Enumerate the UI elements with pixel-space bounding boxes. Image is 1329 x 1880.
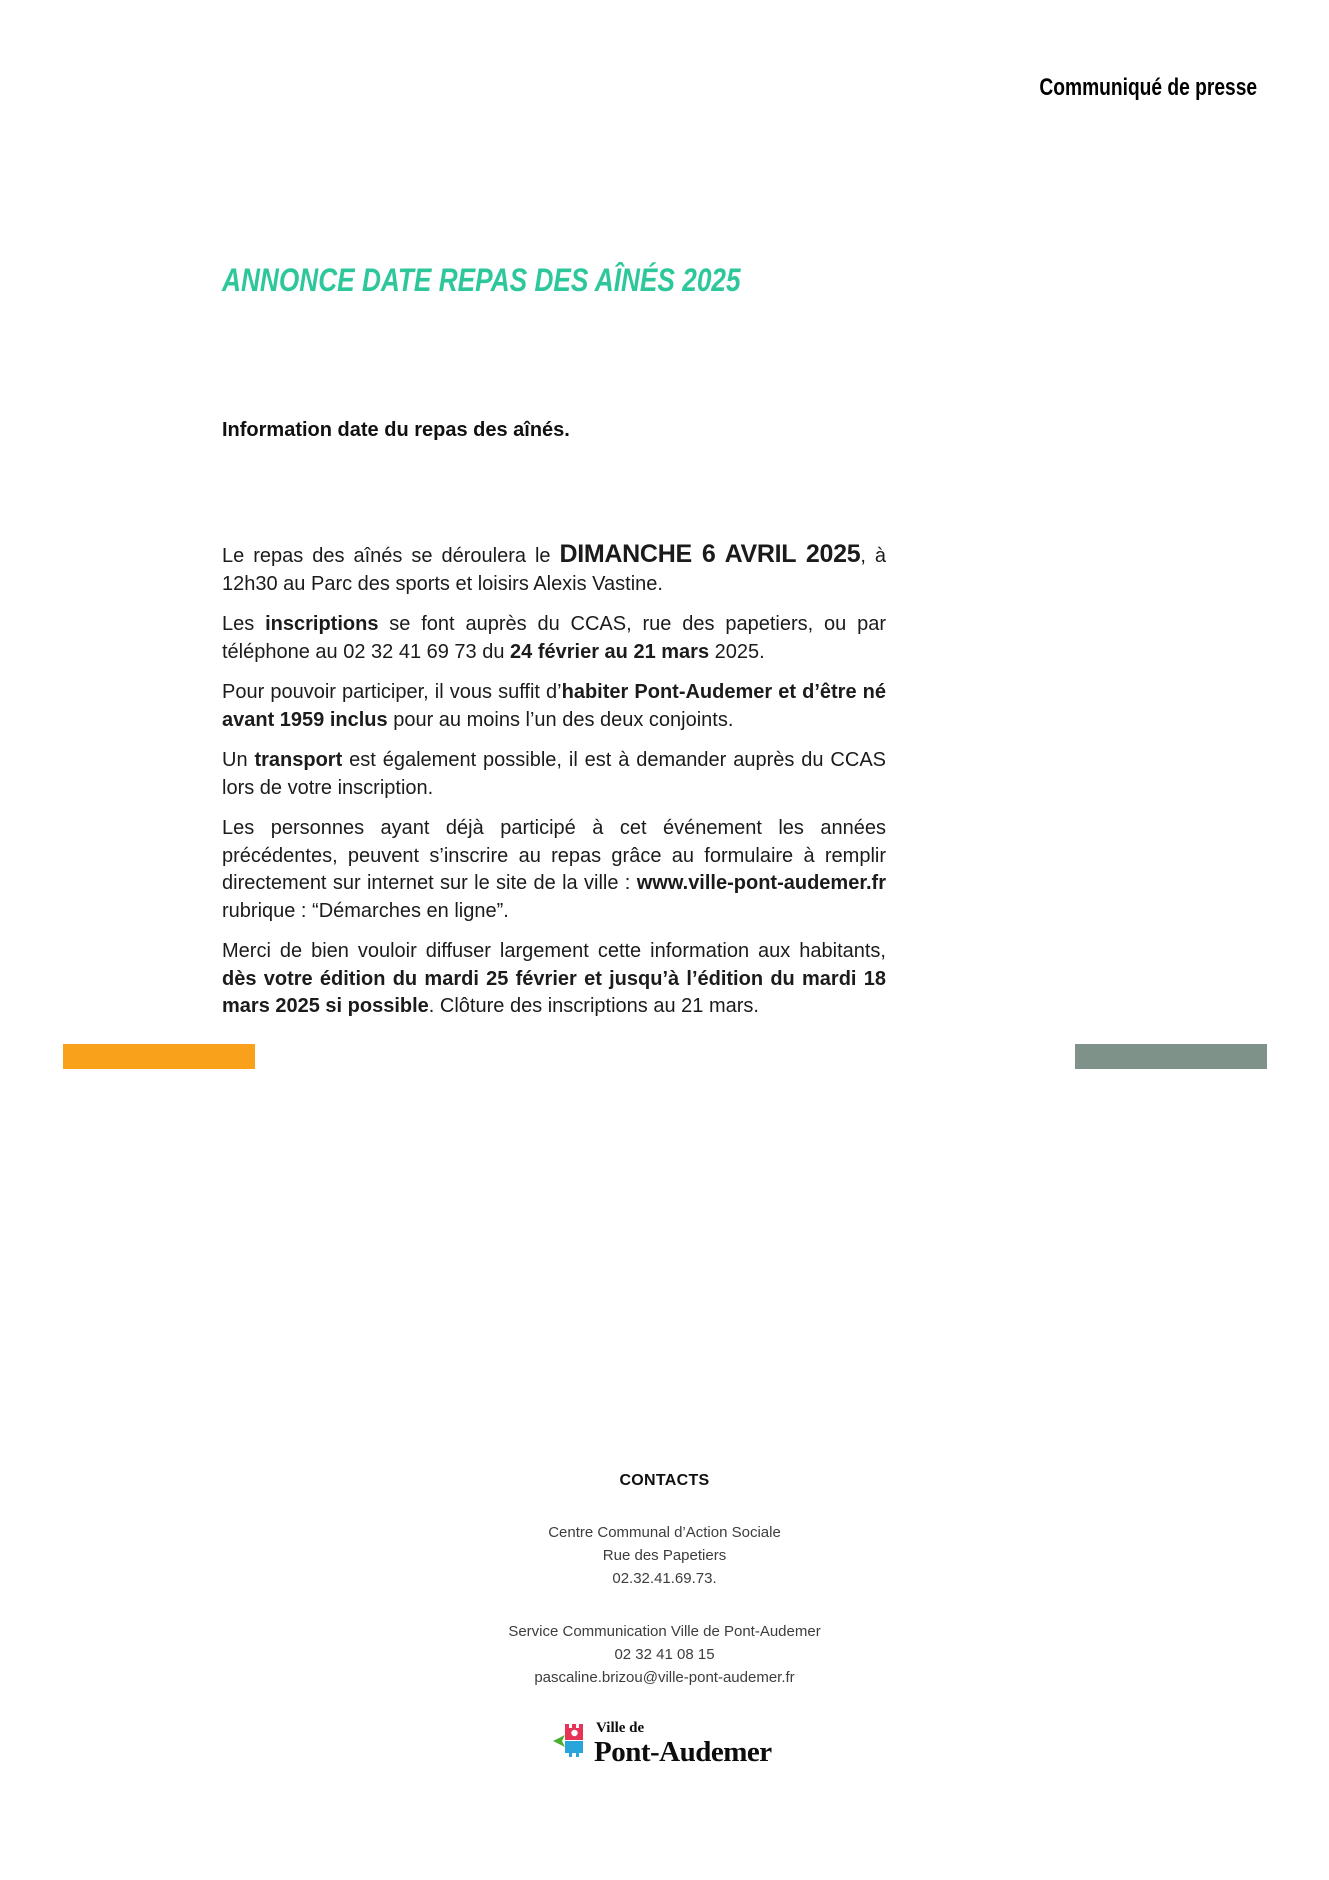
text-segment: . Clôture des inscriptions au 21 mars. [428,995,759,1017]
subtitle: Information date du repas des aînés. [222,419,570,441]
contact-line: 02 32 41 08 15 [614,1646,715,1663]
emphasis-text: dès votre édition du mardi 25 février et jusqu’à l’édition du mardi 18 mars 2025 si possible [222,967,886,1017]
text-segment: Le repas des aînés se déroulera le [222,545,560,567]
paragraph [222,938,886,1021]
contact-line: pascaline.brizou@ville-pont-audemer.fr [534,1669,795,1686]
document-type-label: Communiqué de presse [1039,74,1257,101]
paragraph [222,541,886,598]
page-title: ANNONCE DATE REPAS DES AÎNÉS 2025 [222,262,741,298]
emphasis-text: habiter Pont-Audemer et d’être né avant 1959 inclus [222,681,887,731]
emphasis-text: 24 février au 21 mars [510,640,710,663]
text-segment: se font auprès du CCAS, rue des papetiers, ou par téléphone au 02 32 41 69 73 du [222,613,886,663]
text-segment: Merci de bien vouloir diffuser largement cette information aux habitants, [222,940,886,962]
text-segment: Pour pouvoir participer, il vous suffit d’ [222,681,562,703]
logo-line-pontaudemer: Pont-Audemer [594,1736,772,1768]
paragraph [222,679,886,734]
text-segment: Les personnes ayant déjà participé à cet événement les années précédentes, peuvent s’inscrire au repas grâce au formulaire à remplir directement sur internet sur le site de la ville : [222,817,886,894]
contact-line: Rue des Papetiers [602,1547,727,1564]
city-emblem-icon [553,1721,587,1766]
gray-accent-bar [1075,1044,1267,1069]
orange-accent-bar [63,1044,255,1069]
city-logo [553,1721,772,1767]
paragraph [222,611,886,666]
text-segment: rubrique : “Démarches en ligne”. [222,899,509,922]
contact-communication-block [0,1620,1329,1689]
contact-line: Service Communication Ville de Pont-Audemer [508,1623,821,1640]
logo-line-villede: Ville de [596,1720,645,1736]
contacts-section [0,1472,1329,1689]
castle-bottom-shape [565,1741,583,1757]
contact-line: 02.32.41.69.73. [612,1570,717,1587]
text-segment: Les [222,613,266,635]
emphasis-text: www.ville-pont-audemer.fr [636,872,886,894]
text-segment: Un [222,749,255,771]
text-segment: est également possible, il est à demander auprès du CCAS lors de votre inscription. [222,749,886,799]
contact-ccas-block [0,1521,1329,1590]
text-segment: 2025. [709,640,765,663]
emphasis-text: transport [254,749,343,771]
text-segment: , à 12h30 au Parc des sports et loisirs Alexis Vastine. [222,545,886,595]
leaf-shape [553,1735,565,1747]
contact-line: Centre Communal d’Action Sociale [548,1524,781,1541]
body-text [222,541,886,1034]
contacts-heading: CONTACTS [619,1472,710,1489]
paragraph [222,747,886,802]
text-segment: pour au moins l’un des deux conjoints. [387,708,734,731]
logo-text [594,1721,772,1767]
emphasis-text: DIMANCHE 6 AVRIL 2025 [559,540,861,568]
paragraph [222,815,886,925]
emphasis-text: inscriptions [265,613,379,635]
